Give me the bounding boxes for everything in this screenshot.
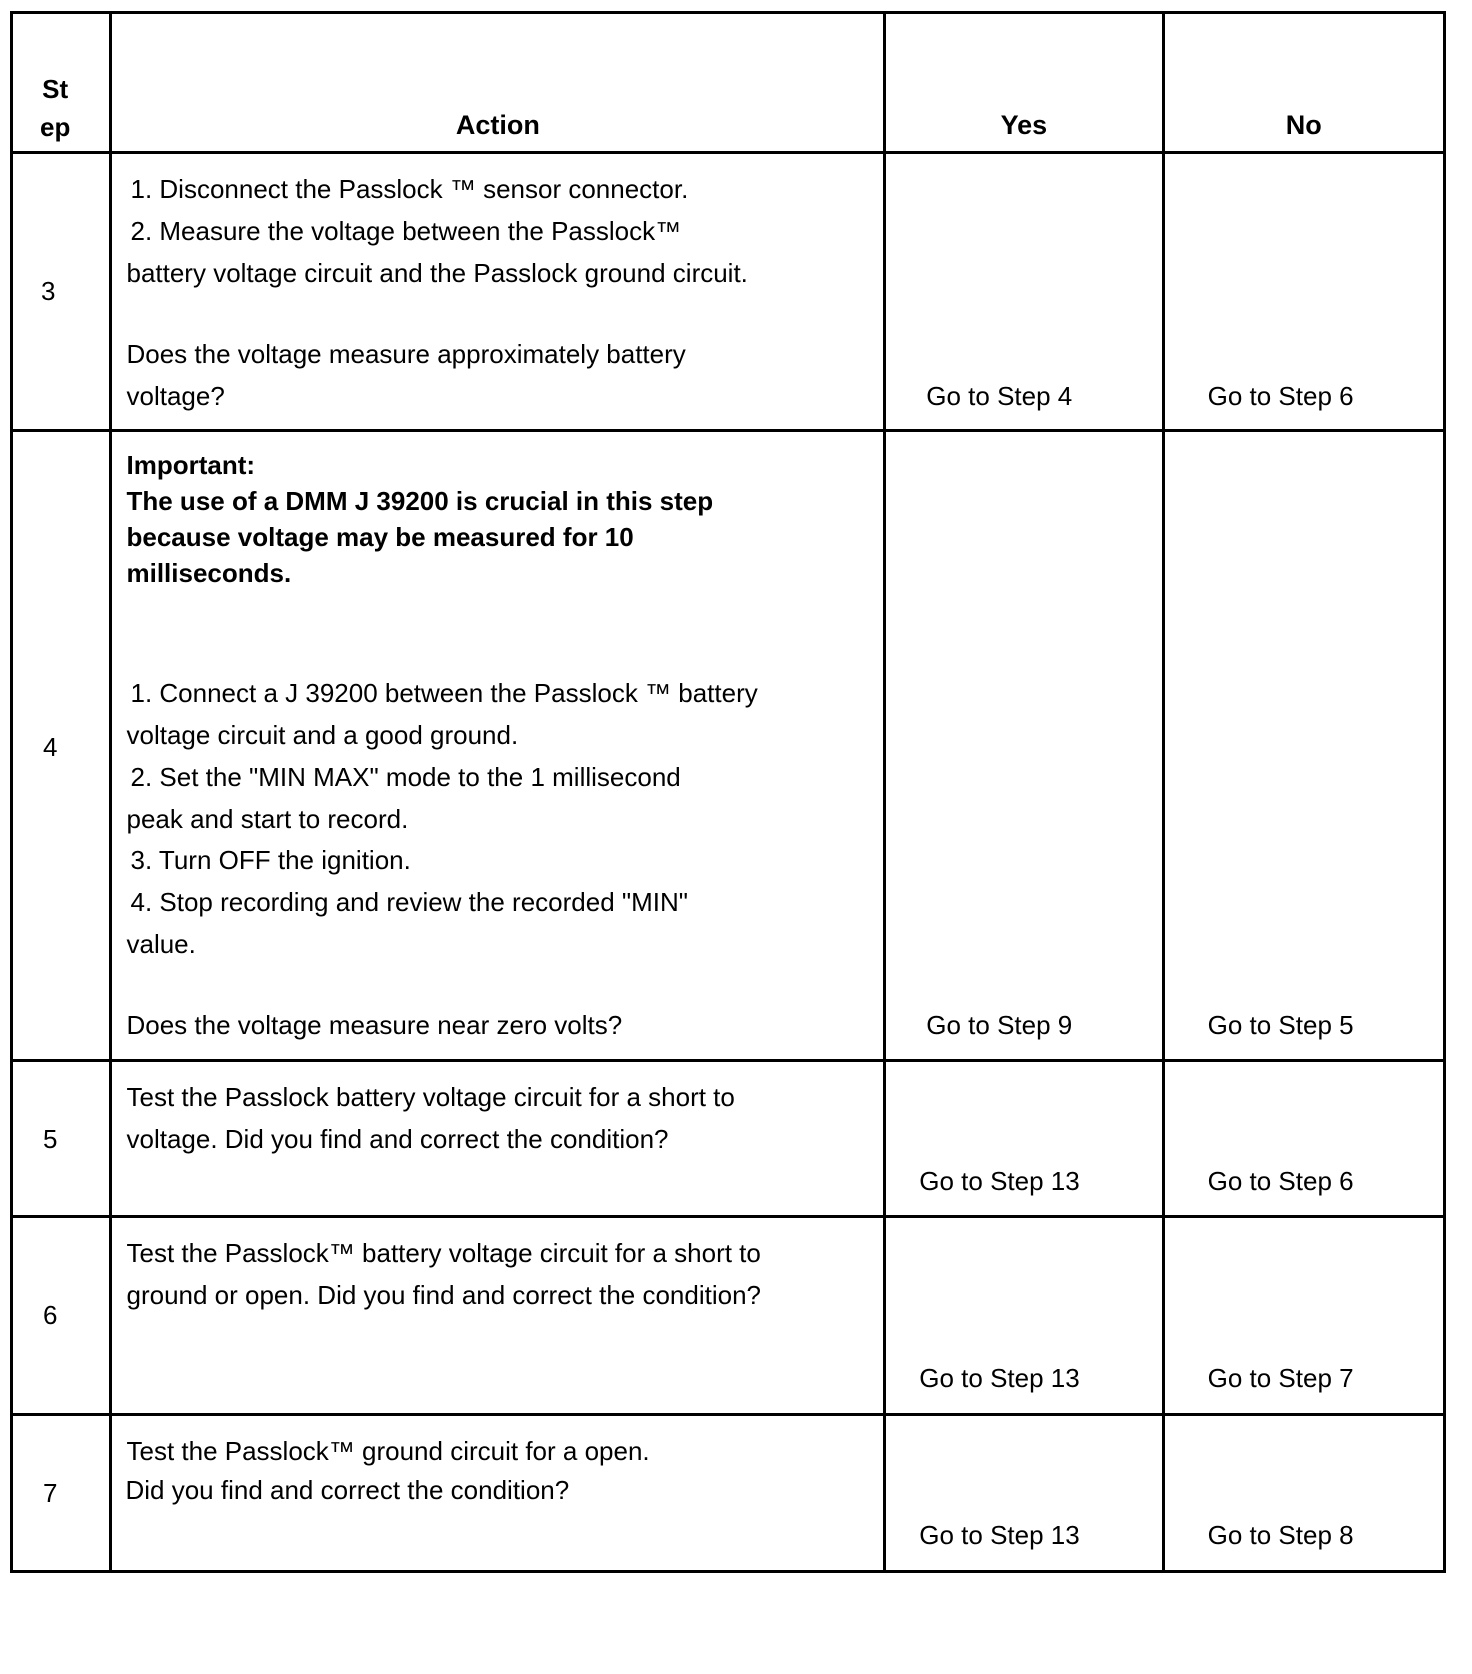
step-cell (12, 153, 111, 431)
action-cell (111, 1061, 885, 1217)
important-text: because voltage may be measured for 10 (126, 522, 634, 552)
no-result: Go to Step 6 (1207, 1166, 1354, 1196)
action-line: Test the Passlock™ battery voltage circuit for a short to (126, 1238, 761, 1268)
header-no-label: No (1285, 110, 1322, 140)
action-line: voltage. Did you find and correct the condition? (126, 1124, 669, 1154)
action-line: battery voltage circuit and the Passlock ground circuit. (126, 258, 748, 288)
action-question: voltage? (126, 381, 225, 411)
no-cell (1163, 1217, 1444, 1415)
no-result: Go to Step 6 (1207, 381, 1354, 411)
yes-result: Go to Step 9 (926, 1010, 1073, 1040)
table-row (12, 1217, 1445, 1415)
action-line: 2. Set the "MIN MAX" mode to the 1 millisecond (130, 762, 681, 792)
yes-cell (885, 1061, 1163, 1217)
action-question: Does the voltage measure near zero volts? (126, 1010, 623, 1040)
no-cell (1163, 153, 1444, 431)
diagnostic-steps-table (10, 11, 1446, 1573)
header-action (111, 13, 885, 153)
important-text: The use of a DMM J 39200 is crucial in this step (126, 486, 714, 516)
step-number: 7 (43, 1478, 58, 1508)
action-cell (111, 1415, 885, 1572)
important-label: Important: (126, 450, 256, 480)
table-header-row (12, 13, 1445, 153)
step-cell (12, 1061, 111, 1217)
no-result: Go to Step 7 (1207, 1363, 1354, 1393)
action-line: 1. Connect a J 39200 between the Passlock ™ battery (130, 678, 758, 708)
step-number: 5 (43, 1124, 58, 1154)
header-yes-label: Yes (1000, 110, 1048, 140)
no-result: Go to Step 5 (1207, 1010, 1354, 1040)
step-cell (12, 431, 111, 1061)
table-row (12, 1061, 1445, 1217)
yes-result: Go to Step 13 (919, 1520, 1080, 1550)
action-line: peak and start to record. (126, 804, 409, 834)
action-cell (111, 1217, 885, 1415)
important-text: milliseconds. (126, 558, 292, 588)
step-number: 6 (43, 1300, 58, 1330)
no-result: Go to Step 8 (1207, 1520, 1354, 1550)
step-number: 4 (43, 732, 58, 762)
action-line: Did you find and correct the condition? (125, 1475, 570, 1505)
action-line: ground or open. Did you find and correct the condition? (126, 1280, 762, 1310)
action-line: 2. Measure the voltage between the Passlock™ (130, 216, 682, 246)
yes-result: Go to Step 13 (919, 1166, 1080, 1196)
header-yes (885, 13, 1163, 153)
header-step-label: St ep (40, 74, 71, 142)
no-cell (1163, 431, 1444, 1061)
header-step (12, 13, 111, 153)
action-line: 3. Turn OFF the ignition. (130, 845, 411, 875)
yes-cell (885, 1217, 1163, 1415)
header-no (1163, 13, 1444, 153)
step-number: 3 (41, 276, 56, 306)
action-line: voltage circuit and a good ground. (126, 720, 519, 750)
action-line: 4. Stop recording and review the recorded "MIN" (130, 887, 688, 917)
action-line: Test the Passlock™ ground circuit for a open. (126, 1436, 650, 1466)
yes-result: Go to Step 13 (919, 1363, 1080, 1393)
step-cell (12, 1217, 111, 1415)
action-line: value. (126, 929, 196, 959)
action-cell (111, 153, 885, 431)
yes-cell (885, 1415, 1163, 1572)
table-row (12, 153, 1445, 431)
yes-cell (885, 431, 1163, 1061)
table-row (12, 1415, 1445, 1572)
no-cell (1163, 1061, 1444, 1217)
yes-cell (885, 153, 1163, 431)
no-cell (1163, 1415, 1444, 1572)
table-row (12, 431, 1445, 1061)
action-line: 1. Disconnect the Passlock ™ sensor connector. (130, 174, 689, 204)
header-action-label: Action (455, 110, 540, 140)
action-cell (111, 431, 885, 1061)
yes-result: Go to Step 4 (926, 381, 1073, 411)
action-line: Test the Passlock battery voltage circuit for a short to (126, 1082, 735, 1112)
action-question: Does the voltage measure approximately battery (126, 339, 686, 369)
step-cell (12, 1415, 111, 1572)
